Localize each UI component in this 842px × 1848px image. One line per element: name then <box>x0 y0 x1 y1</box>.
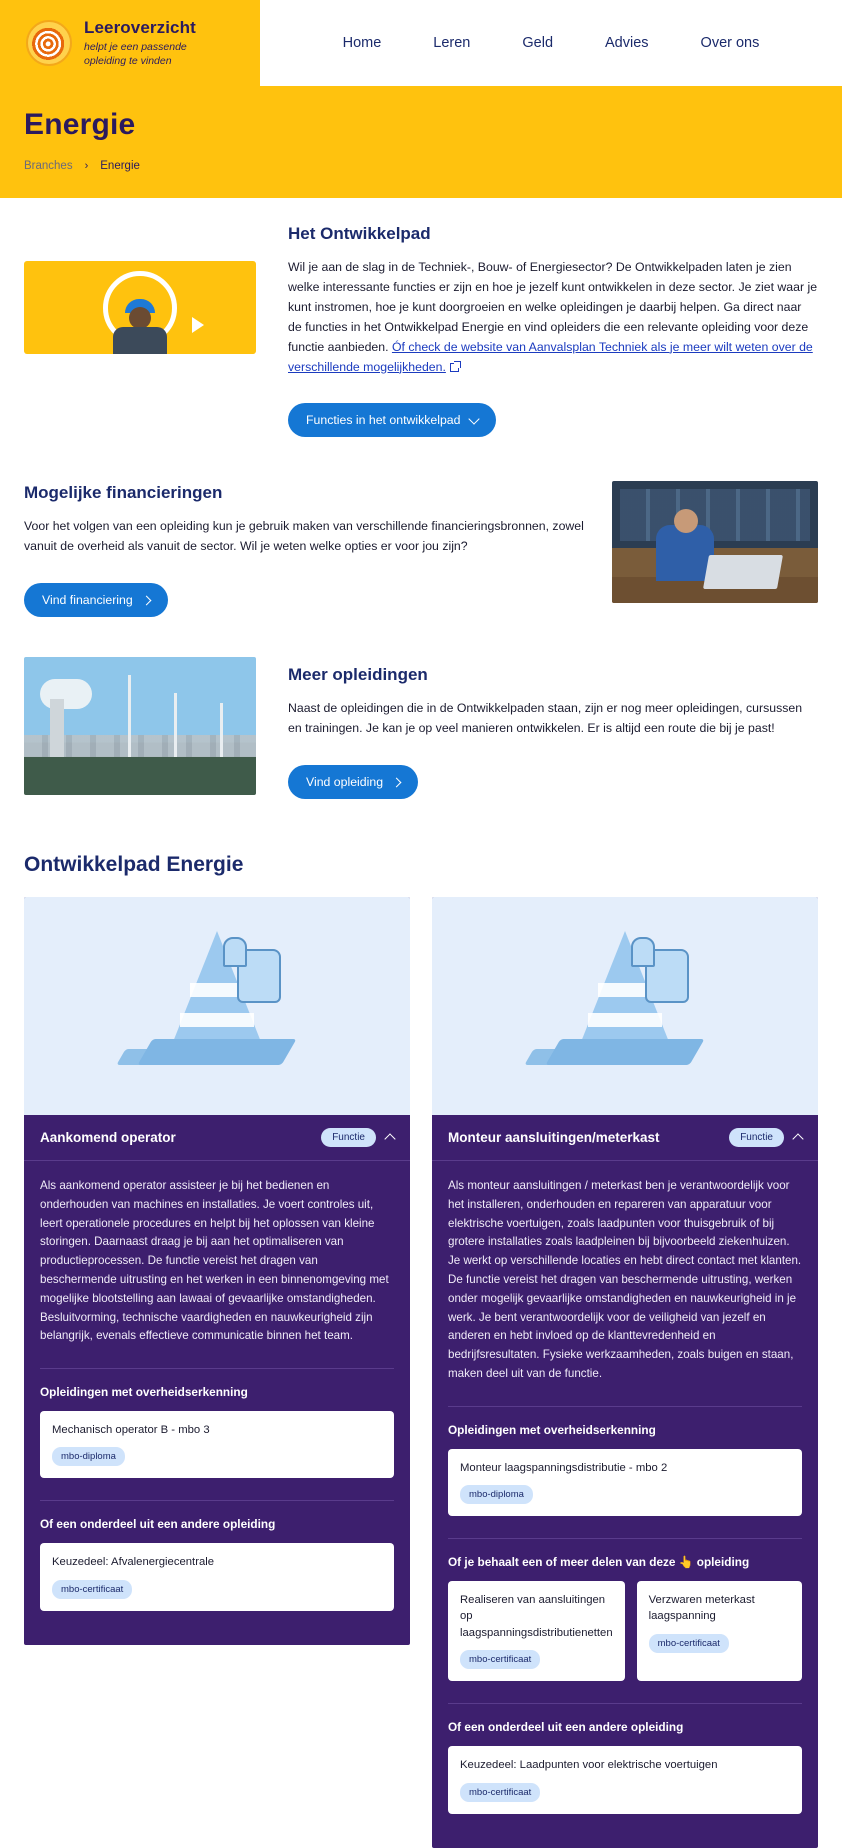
functie-card <box>24 897 410 1645</box>
opleiding-tag: mbo-certificaat <box>52 1580 132 1599</box>
laptop-shape <box>703 555 783 589</box>
chevron-right-icon <box>141 595 151 605</box>
site-header <box>0 0 842 86</box>
cone-stripe <box>588 1013 662 1027</box>
aanvalsplan-techniek-link[interactable]: Óf check de website van Aanvalsplan Techniek als je meer wilt weten over de verschillende mogelijkheden. <box>288 339 813 374</box>
financiering-heading: Mogelijke financieringen <box>24 483 223 503</box>
vind-opleiding-label: Vind opleiding <box>306 775 384 790</box>
card-header[interactable] <box>24 1115 410 1161</box>
intro-heading: Het Ontwikkelpad <box>288 224 431 243</box>
status-badge: Functie <box>321 1128 376 1147</box>
opleiding-name: Mechanisch operator B - mbo 3 <box>52 1424 210 1437</box>
cone-base-shape <box>137 1039 296 1065</box>
card-title: Monteur aansluitingen/meterkast <box>448 1130 660 1146</box>
functies-button-label: Functies in het ontwikkelpad <box>306 413 461 428</box>
vind-financiering-button[interactable] <box>24 583 168 617</box>
vind-financiering-label: Vind financiering <box>42 593 133 608</box>
chimney-shape <box>50 699 64 757</box>
card-title: Aankomend operator <box>40 1130 176 1146</box>
card-subheading: Of een onderdeel uit een andere opleiding <box>40 1500 394 1531</box>
card-body <box>24 1161 410 1645</box>
thumbs-up-icon <box>237 949 281 1003</box>
opleiding-name: Monteur laagspanningsdistributie - mbo 2 <box>460 1461 668 1474</box>
vind-opleiding-button[interactable] <box>288 765 418 799</box>
opleiding-tag: mbo-diploma <box>460 1485 533 1504</box>
chevron-up-icon[interactable] <box>384 1133 395 1144</box>
head-shape <box>129 307 151 329</box>
financiering-photo <box>612 481 818 603</box>
opleiding-name: Verzwaren meterkast laagspanning <box>648 1594 755 1623</box>
logo-subtitle: helpt je een passende opleiding te vinden <box>84 40 187 67</box>
opleiding-tag: mbo-certificaat <box>460 1783 540 1802</box>
spiral-logo-icon <box>26 20 72 66</box>
breadcrumb-current: Energie <box>100 160 140 172</box>
card-body <box>432 1161 818 1847</box>
nav-item-advies[interactable]: Advies <box>605 35 649 51</box>
window-shape <box>620 489 810 541</box>
meer-opleidingen-photo <box>24 657 256 795</box>
smoke-shape <box>40 679 92 709</box>
logo[interactable] <box>0 0 260 86</box>
page-title: Energie <box>24 108 136 141</box>
chevron-right-icon <box>392 777 402 787</box>
financiering-text-block <box>24 481 584 617</box>
opleiding-grid <box>448 1581 802 1681</box>
opleiding-item[interactable] <box>448 1581 625 1681</box>
wind-turbine-shape <box>220 703 223 757</box>
intro-paragraph-text: Wil je aan de slag in de Techniek-, Bouw- of Energiesector? De Ontwikkelpaden laten je zien welke interessante functies er zijn en hoe je jezelf kunt ontwikkelen in deze sector. Je ziet waar je kunt instromen, hoe je kunt doorgroeien en welke opleidingen je daarbij helpen. Ga direct naar de functies in het Ontwikkelpad Energie en vind opleiders die een relevante opleiding voor deze functie aanbieden. <box>288 260 818 354</box>
cone-stripe <box>598 983 652 997</box>
cone-stripe <box>190 983 244 997</box>
opleiding-item[interactable] <box>637 1581 802 1681</box>
ontwikkelpad-section-title: Ontwikkelpad Energie <box>24 853 244 877</box>
card-subheading: Of een onderdeel uit een andere opleiding <box>448 1703 802 1734</box>
nav-item-home[interactable]: Home <box>342 35 382 51</box>
opleiding-name: Realiseren van aansluitingen op laagspanningsdistributienetten <box>460 1594 613 1639</box>
chevron-up-icon[interactable] <box>792 1133 803 1144</box>
card-illustration <box>24 897 410 1115</box>
card-description: Als monteur aansluitingen / meterkast ben je verantwoordelijk voor het installeren, onderhouden en repareren van apparatuur voor elektrische voertuigen, zoals laadpunten voor thuisgebruik of bij grotere installaties zoals laadpleinen bij bijvoorbeeld ziekenhuizen. Je werkt op verschillende locaties en hebt direct contact met klanten. De functie vereist het dragen van beschermende uitrusting, werken onder mogelijk gevaarlijke omstandigheden en nauwkeurigheid in je werk. Je bent verantwoordelijk voor de veiligheid van jezelf en anderen en hebt invloed op de klanttevredenheid en bedrijfsresultaten. Fysieke werkzaamheden, zoals buigen en staan, maken deel uit van de functie. <box>448 1179 802 1380</box>
opleiding-item[interactable] <box>40 1411 394 1478</box>
breadcrumb <box>24 160 818 172</box>
opleiding-item[interactable] <box>448 1746 802 1813</box>
meer-opleidingen-heading: Meer opleidingen <box>288 665 428 685</box>
card-description: Als aankomend operator assisteer je bij het bedienen en onderhouden van machines en installaties. Je voert controles uit, leert operationele procedures en helpt bij het oplossen van kleine storingen. Daarnaast draag je bij aan het optimaliseren van productieprocessen. De functie vereist het dragen van beschermende uitrusting en het werken in een binnenomgeving met mogelijke blootstelling aan lawaai of gevaarlijke omstandigheden. Besluitvorming, technische vaardigheden en nauwkeurigheid zijn belangrijk, evenals effectieve communicatie binnen het team. <box>40 1179 389 1343</box>
chevron-down-icon <box>469 413 480 424</box>
financiering-paragraph: Voor het volgen van een opleiding kun je gebruik maken van verschillende financieringsbronnen, zowel vanuit de overheid als vanuit de sector. Wil je weten welke opties er voor jou zijn? <box>24 519 584 554</box>
nav-item-geld[interactable]: Geld <box>522 35 554 51</box>
page-title-band <box>0 86 842 198</box>
opleiding-item[interactable] <box>40 1543 394 1610</box>
intro-paragraph <box>288 258 818 377</box>
wind-turbine-shape <box>174 693 177 757</box>
breadcrumb-link-branches[interactable]: Branches <box>24 160 73 172</box>
meer-opleidingen-paragraph: Naast de opleidingen die in de Ontwikkelpaden staan, zijn er nog meer opleidingen, cursussen en trainingen. Je kan je op veel manieren ontwikkelen. Er is altijd een route die bij je past! <box>288 701 803 736</box>
card-subheading: Opleidingen met overheidserkenning <box>40 1368 394 1399</box>
meer-opleidingen-text-block <box>288 657 818 799</box>
functies-in-ontwikkelpad-button[interactable] <box>288 403 496 437</box>
ontwikkelpad-cards <box>24 897 818 1847</box>
status-badge: Functie <box>729 1128 784 1147</box>
wind-turbine-shape <box>128 675 131 757</box>
card-illustration <box>432 897 818 1115</box>
arrow-icon <box>192 317 204 333</box>
main-navigation <box>260 0 842 86</box>
card-subheading: Opleidingen met overheidserkenning <box>448 1406 802 1437</box>
financiering-button-row <box>24 583 584 617</box>
nav-item-over-ons[interactable]: Over ons <box>700 35 760 51</box>
logo-title: Leeroverzicht <box>84 17 196 37</box>
intro-button-row <box>288 403 818 437</box>
logo-text <box>84 18 196 68</box>
breadcrumb-separator-icon: › <box>84 160 89 172</box>
intro-text-block <box>288 224 818 437</box>
main-content <box>0 224 842 1848</box>
external-link-icon <box>450 363 459 372</box>
opleiding-name: Keuzedeel: Afvalenergiecentrale <box>52 1556 215 1569</box>
cone-stripe <box>180 1013 254 1027</box>
opleiding-tag: mbo-certificaat <box>460 1650 540 1669</box>
opleiding-tag: mbo-certificaat <box>649 1634 729 1653</box>
opleiding-name: Keuzedeel: Laadpunten voor elektrische voertuigen <box>460 1759 718 1772</box>
ontwikkelpad-intro-section <box>24 224 818 437</box>
body-shape <box>113 327 167 354</box>
meer-opleidingen-button-row <box>288 765 818 799</box>
nav-item-leren[interactable]: Leren <box>433 35 471 51</box>
cone-base-shape <box>545 1039 704 1065</box>
card-subheading: Of je behaalt een of meer delen van deze 👆 opleiding <box>448 1538 802 1569</box>
thumbs-up-icon <box>645 949 689 1003</box>
worker-illustration <box>24 261 256 354</box>
functie-card <box>432 897 818 1847</box>
meer-opleidingen-section <box>24 657 818 799</box>
opleiding-tag: mbo-diploma <box>52 1447 125 1466</box>
opleiding-item[interactable] <box>448 1449 802 1516</box>
card-header[interactable] <box>432 1115 818 1161</box>
financiering-section <box>24 481 818 617</box>
